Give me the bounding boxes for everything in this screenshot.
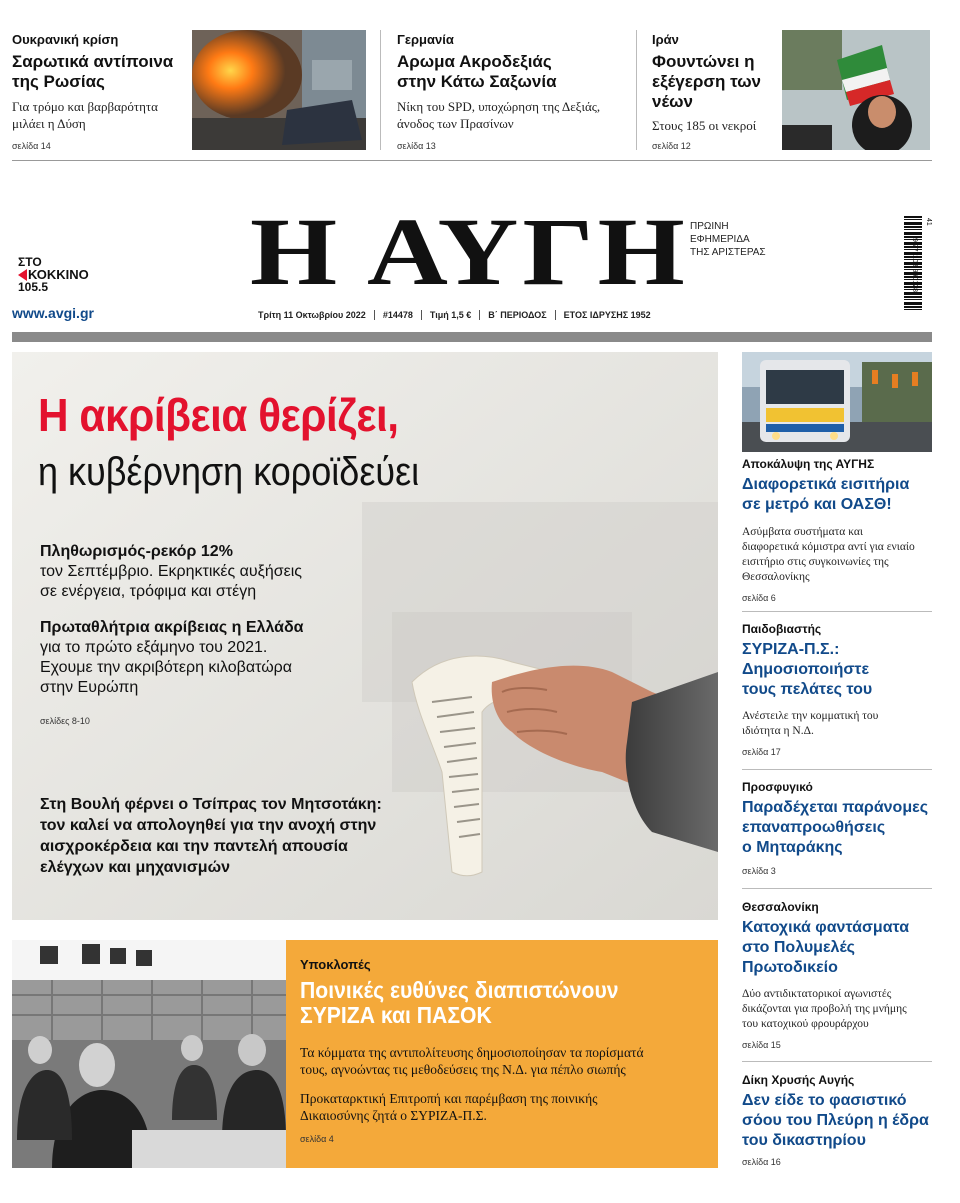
wiretap-title <box>300 978 710 1028</box>
hero-headline-black: η κυβέρνηση κοροϊδεύει <box>38 450 420 494</box>
teaser-text: Νίκη του SPD, υποχώρηση της Δεξιάς, άνοδος των Πρασίνων <box>397 99 601 131</box>
hero-lead: Πληθωρισμός-ρεκόρ 12% <box>40 543 233 560</box>
story-title-line: του δικαστηρίου <box>742 1132 866 1149</box>
hero-body-line: σε ενέργεια, τρόφιμα και στέγη <box>40 583 257 600</box>
page-reference: σελίδα 15 <box>742 1040 781 1050</box>
website-link[interactable]: www.avgi.gr <box>12 305 94 321</box>
story-title-line: Διαφορετικά εισιτήρια <box>742 476 910 493</box>
story-text-line: Θεσσαλονίκης <box>742 571 810 583</box>
story-text-line: Δύο αντιδικτατορικοί αγωνιστές <box>742 988 892 1000</box>
founded-year: ΕΤΟΣ ΙΔΡΥΣΗΣ 1952 <box>563 310 651 320</box>
divider <box>380 30 381 150</box>
hero-headline-red: Η ακρίβεια θερίζει, <box>38 389 399 441</box>
page-reference: σελίδα 16 <box>742 1157 781 1167</box>
story-text-line: εισιτήριο στις συγκοινωνίες της <box>742 556 889 568</box>
teaser-text: Για τρόμο και βαρβαρότητα μιλάει η Δύση <box>12 99 158 131</box>
right-story-4[interactable] <box>742 900 932 1052</box>
teaser-ukraine[interactable] <box>12 30 372 154</box>
wiretap-text-line: Προκαταρκτική Επιτροπή και παρέμβαση της ποινικής <box>300 1091 598 1106</box>
story-title-line: σε μετρό και ΟΑΣΘ! <box>742 496 892 513</box>
right-story-5[interactable] <box>742 1073 932 1173</box>
page-reference: σελίδες 8-10 <box>40 716 90 726</box>
issue-number: #14478 <box>375 310 422 320</box>
radio-frequency: 105.5 <box>18 280 49 294</box>
hero-body-line: Εχουμε την ακριβότερη κιλοβατώρα <box>40 659 293 676</box>
hero-bold-line: ελέγχων και μηχανισμών <box>40 859 230 876</box>
divider <box>742 769 932 770</box>
story-title-line: Δημοσιοποιήστε <box>742 661 870 678</box>
wiretap-paragraph-2 <box>300 1090 710 1124</box>
story-kicker: Προσφυγικό <box>742 780 813 794</box>
dateline <box>258 310 651 320</box>
story-title-line: Κατοχικά φαντάσματα <box>742 919 910 936</box>
play-arrow-icon <box>18 269 27 281</box>
story-kicker: Δίκη Χρυσής Αυγής <box>742 1073 855 1087</box>
issue-price: Τιμή 1,5 € <box>422 310 480 320</box>
story-kicker: Παιδοβιαστής <box>742 622 822 636</box>
teaser-kicker: Γερμανία <box>397 32 454 47</box>
story-title-line: Δεν είδε το φασιστικό <box>742 1092 907 1109</box>
wiretap-text-line: Δικαιοσύνης ζητά ο ΣΥΡΙΖΑ-Π.Σ. <box>300 1108 487 1123</box>
hero-paragraph-2 <box>40 618 380 698</box>
hero-body-line: για το πρώτο εξάμηνο του 2021. <box>40 639 268 656</box>
page-reference: σελίδα 14 <box>12 141 51 151</box>
story-title-line: Παραδέχεται παράνομες <box>742 799 929 816</box>
explosion-photo <box>192 30 366 150</box>
story-title-line: ΣΥΡΙΖΑ-Π.Σ.: <box>742 641 840 658</box>
story-text-line: διαφορετικά κόμιστρα αντί για ενιαίο <box>742 541 915 553</box>
page-reference: σελίδα 17 <box>742 747 781 757</box>
wiretap-title-line: Ποινικές ευθύνες διαπιστώνουν <box>300 977 619 1003</box>
hero-body-line: στην Ευρώπη <box>40 679 139 696</box>
page-reference: σελίδα 12 <box>652 141 691 151</box>
right-story-1[interactable] <box>742 457 932 607</box>
teaser-kicker: Ουκρανική κρίση <box>12 32 119 47</box>
teaser-iran[interactable] <box>652 30 932 154</box>
story-text-line: ιδιότητα η Ν.Δ. <box>742 725 814 737</box>
wiretap-text-line: τους, αγνοώντας τις μεθοδεύσεις της Ν.Δ. για πέπλο σιωπής <box>300 1062 626 1077</box>
hero-bold-line: αισχροκέρδεια και την παντελή απουσία <box>40 838 348 855</box>
radio-logo-line: ΚΟΚΚΙΝΟ <box>28 267 89 282</box>
barcode-digits: 9 771108 990128 <box>911 238 918 292</box>
wiretap-text-line: Τα κόμματα της αντιπολίτευσης δημοσιοποίησαν τα πορίσματά <box>300 1045 644 1060</box>
story-text-line: Ανέστειλε την κομματική του <box>742 710 879 722</box>
protest-photo <box>782 30 930 150</box>
story-text-line: δικάζονται για προβολή της μνήμης <box>742 1003 907 1015</box>
teaser-title: Σαρωτικά αντίποινα της Ρωσίας <box>12 52 174 91</box>
right-story-3[interactable] <box>742 780 932 880</box>
masthead-bar <box>12 332 932 342</box>
divider <box>742 611 932 612</box>
hero-body-line: τον Σεπτέμβριο. Εκρηκτικές αυξήσεις <box>40 563 302 580</box>
tagline-line: ΠΡΩΙΝΗ <box>690 221 729 232</box>
story-title-line: ο Μηταράκης <box>742 839 843 856</box>
story-title-line: επαναπροωθήσεις <box>742 819 886 836</box>
story-text-line: Ασύμβατα συστήματα και <box>742 526 864 538</box>
divider <box>12 160 932 161</box>
story-kicker: Θεσσαλονίκη <box>742 900 819 914</box>
hero-story[interactable] <box>12 352 718 920</box>
tagline-line: ΤΗΣ ΑΡΙΣΤΕΡΑΣ <box>690 247 766 258</box>
barcode <box>904 216 932 312</box>
divider <box>742 888 932 889</box>
issue-date: Τρίτη 11 Οκτωβρίου 2022 <box>258 310 375 320</box>
radio-logo[interactable] <box>18 256 108 296</box>
hero-lead: Πρωταθλήτρια ακρίβειας η Ελλάδα <box>40 619 304 636</box>
teaser-title: Αρωμα Ακροδεξιάς στην Κάτω Σαξωνία <box>397 52 557 91</box>
tagline-line: ΕΦΗΜΕΡΙΔΑ <box>690 234 750 245</box>
hero-bold-line: τον καλεί να απολογηθεί για την ανοχή στην <box>40 817 377 834</box>
page-reference: σελίδα 13 <box>397 141 436 151</box>
teaser-kicker: Ιράν <box>652 32 679 47</box>
page-reference: σελίδα 6 <box>742 593 776 603</box>
hero-paragraph-1 <box>40 542 360 602</box>
hero-bold-line: Στη Βουλή φέρνει ο Τσίπρας τον Μητσοτάκη: <box>40 796 382 813</box>
story-title-line: τους πελάτες του <box>742 681 873 698</box>
wiretap-kicker: Υποκλοπές <box>300 957 371 972</box>
teaser-title: Φουντώνει η εξέγερση των νέων <box>652 52 762 111</box>
story-title-line: Πρωτοδικείο <box>742 959 838 976</box>
barcode-issue: 41 <box>925 218 932 226</box>
story-kicker: Αποκάλυψη της ΑΥΓΗΣ <box>742 457 875 471</box>
right-story-2[interactable] <box>742 622 932 762</box>
issue-period: Β΄ ΠΕΡΙΟΔΟΣ <box>480 310 555 320</box>
divider <box>636 30 637 150</box>
radio-logo-line: ΣΤΟ <box>18 255 42 269</box>
page-reference: σελίδα 4 <box>300 1134 334 1144</box>
wiretap-paragraph-1 <box>300 1044 710 1078</box>
story-text-line: του κατοχικού φρουράρχου <box>742 1018 869 1030</box>
bus-photo <box>742 352 932 452</box>
divider <box>742 1061 932 1062</box>
tagline <box>690 220 766 259</box>
teaser-text: Στους 185 οι νεκροί <box>652 118 757 133</box>
hero-bold-text <box>40 794 420 878</box>
teaser-germany[interactable] <box>397 30 627 154</box>
wiretap-story[interactable] <box>286 940 718 1168</box>
story-title-line: στο Πολυμελές <box>742 939 855 956</box>
wiretap-title-line: ΣΥΡΙΖΑ και ΠΑΣΟΚ <box>300 1002 492 1028</box>
story-title-line: σόου του Πλεύρη η έδρα <box>742 1112 929 1129</box>
page-reference: σελίδα 3 <box>742 866 776 876</box>
newspaper-title: Η ΑΥΓΗ <box>250 198 689 306</box>
parliament-photo <box>12 940 286 1168</box>
